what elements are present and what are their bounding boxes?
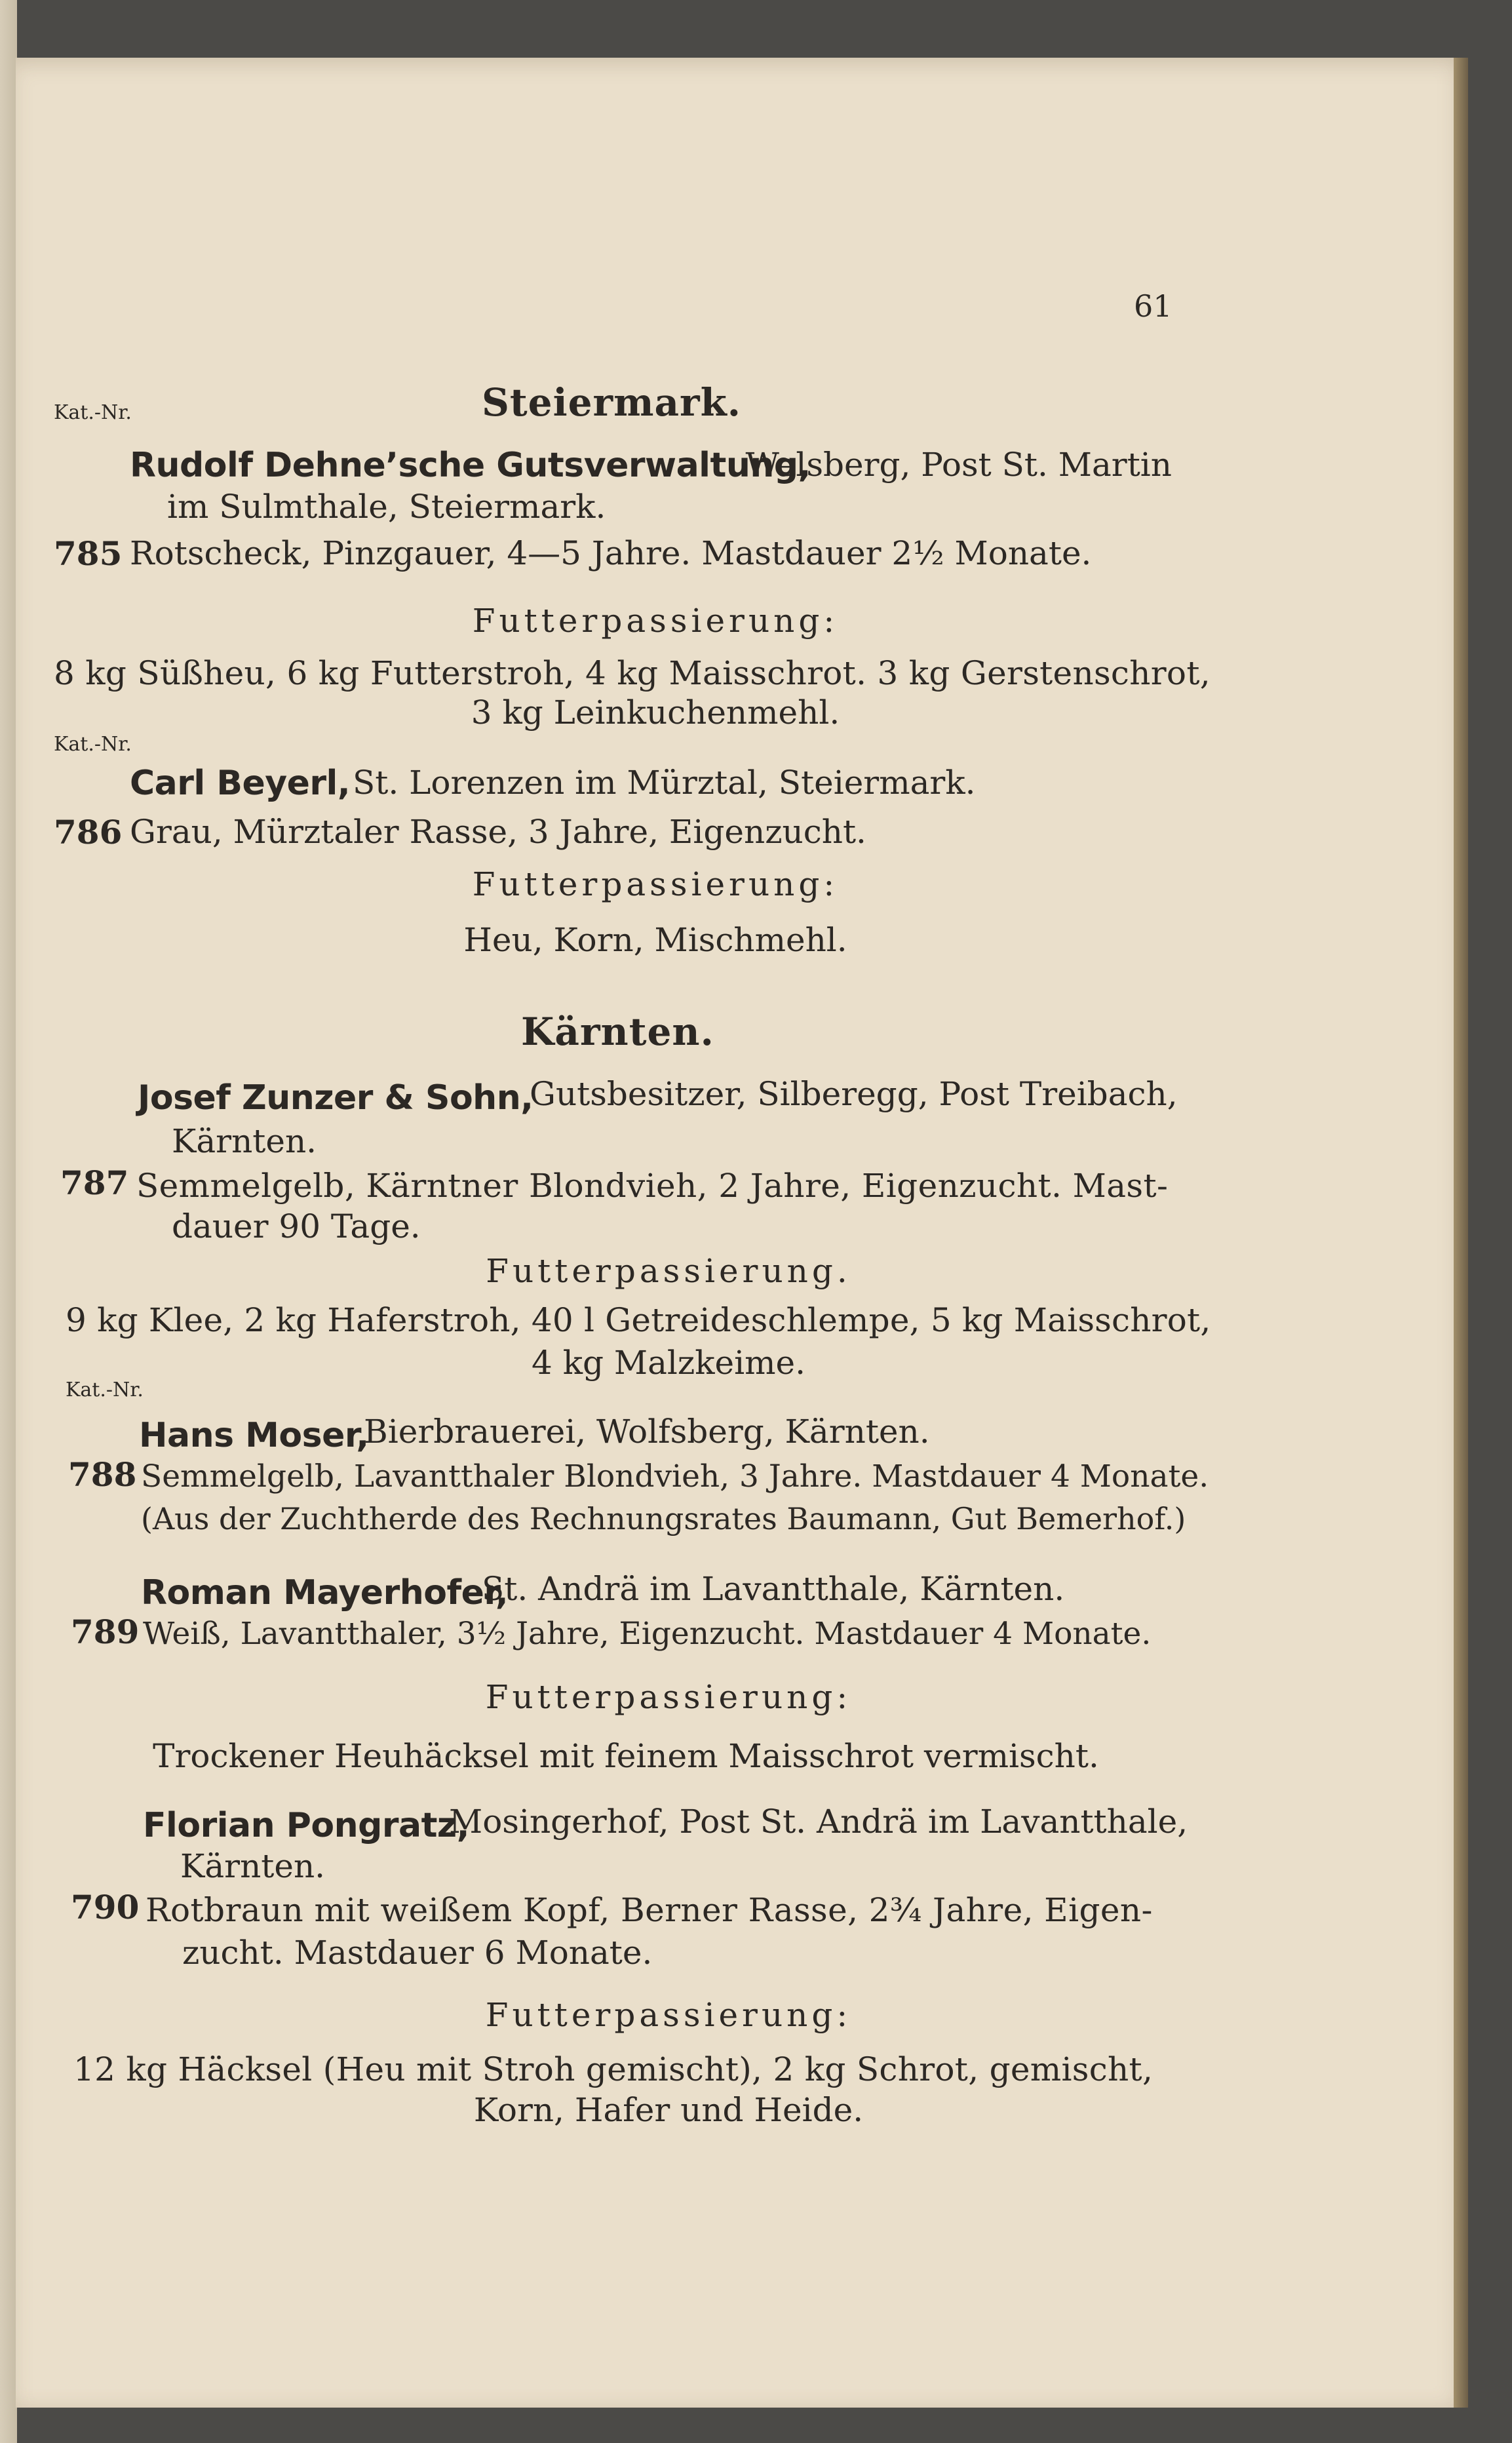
animal-description-cont: dauer 90 Tage. bbox=[172, 1207, 421, 1245]
catalog-number: 788 bbox=[68, 1455, 137, 1494]
section-title-steiermark: Steiermark. bbox=[482, 380, 741, 425]
feeding-details: Heu, Korn, Mischmehl. bbox=[463, 921, 847, 959]
animal-description-cont: zucht. Mastdauer 6 Monate. bbox=[182, 1934, 653, 1972]
owner-address: Mosingerhof, Post St. Andrä im Lavantthale, bbox=[449, 1803, 1188, 1841]
kat-nr-label: Kat.-Nr. bbox=[66, 1378, 144, 1401]
feeding-details: Trockener Heuhäcksel mit feinem Maisschrot vermischt. bbox=[153, 1737, 1099, 1775]
animal-description: Grau, Mürztaler Rasse, 3 Jahre, Eigenzucht. bbox=[130, 813, 866, 851]
owner-address-cont: im Sulmthale, Steiermark. bbox=[167, 488, 606, 526]
feeding-details-cont: Korn, Hafer und Heide. bbox=[473, 2091, 864, 2129]
owner-address: St. Lorenzen im Mürztal, Steiermark. bbox=[353, 764, 976, 802]
feeding-label: Futterpassierung: bbox=[485, 1996, 852, 2034]
book-spine bbox=[1454, 58, 1468, 2408]
owner-address: Gutsbesitzer, Silberegg, Post Treibach, bbox=[530, 1075, 1178, 1113]
owner-address-cont: Kärnten. bbox=[172, 1122, 317, 1160]
owner-name: Josef Zunzer & Sohn, bbox=[138, 1078, 533, 1118]
animal-description-cont: (Aus der Zuchtherde des Rechnungsrates Baumann, Gut Bemerhof.) bbox=[141, 1501, 1186, 1536]
catalog-number: 790 bbox=[71, 1888, 140, 1926]
feeding-details-cont: 3 kg Leinkuchenmehl. bbox=[471, 694, 840, 732]
feeding-details: 12 kg Häcksel (Heu mit Stroh gemischt), 2 kg Schrot, gemischt, bbox=[73, 2050, 1153, 2088]
owner-name: Hans Moser, bbox=[139, 1416, 369, 1455]
section-title-kaernten: Kärnten. bbox=[521, 1009, 714, 1054]
feeding-label: Futterpassierung: bbox=[485, 1678, 852, 1716]
owner-address: Welsberg, Post St. Martin bbox=[745, 446, 1172, 484]
catalog-number: 787 bbox=[60, 1163, 129, 1202]
animal-description: Semmelgelb, Kärntner Blondvieh, 2 Jahre, Eigenzucht. Mast- bbox=[136, 1167, 1169, 1205]
animal-description: Weiß, Lavantthaler, 3½ Jahre, Eigenzucht. Mastdauer 4 Monate. bbox=[143, 1616, 1152, 1652]
kat-nr-label: Kat.-Nr. bbox=[54, 401, 132, 424]
page-number: 61 bbox=[1134, 288, 1173, 324]
feeding-label: Futterpassierung: bbox=[472, 602, 839, 640]
feeding-label: Futterpassierung. bbox=[486, 1252, 851, 1290]
feeding-details: 8 kg Süßheu, 6 kg Futterstroh, 4 kg Maisschrot. 3 kg Gerstenschrot, bbox=[54, 654, 1211, 692]
book-edge bbox=[0, 0, 17, 2443]
owner-address: St. Andrä im Lavantthale, Kärnten. bbox=[482, 1570, 1065, 1608]
catalog-number: 786 bbox=[54, 813, 123, 851]
owner-address-cont: Kärnten. bbox=[180, 1847, 326, 1885]
owner-name: Carl Beyerl, bbox=[130, 764, 351, 803]
feeding-label: Futterpassierung: bbox=[472, 865, 839, 903]
feeding-details: 9 kg Klee, 2 kg Haferstroh, 40 l Getreideschlempe, 5 kg Maisschrot, bbox=[66, 1301, 1211, 1339]
animal-description: Semmelgelb, Lavantthaler Blondvieh, 3 Jahre. Mastdauer 4 Monate. bbox=[141, 1458, 1209, 1495]
animal-description: Rotscheck, Pinzgauer, 4—5 Jahre. Mastdauer 2½ Monate. bbox=[130, 534, 1092, 572]
feeding-details-cont: 4 kg Malzkeime. bbox=[531, 1344, 806, 1382]
owner-name: Roman Mayerhofer, bbox=[141, 1573, 509, 1612]
kat-nr-label: Kat.-Nr. bbox=[54, 733, 132, 756]
catalog-number: 785 bbox=[54, 534, 123, 573]
owner-name: Rudolf Dehne’sche Gutsverwaltung, bbox=[130, 446, 811, 485]
owner-address: Bierbrauerei, Wolfsberg, Kärnten. bbox=[364, 1413, 930, 1451]
owner-name: Florian Pongratz, bbox=[143, 1806, 469, 1845]
animal-description: Rotbraun mit weißem Kopf, Berner Rasse, 2¾ Jahre, Eigen- bbox=[145, 1891, 1153, 1929]
catalog-number: 789 bbox=[71, 1612, 140, 1651]
